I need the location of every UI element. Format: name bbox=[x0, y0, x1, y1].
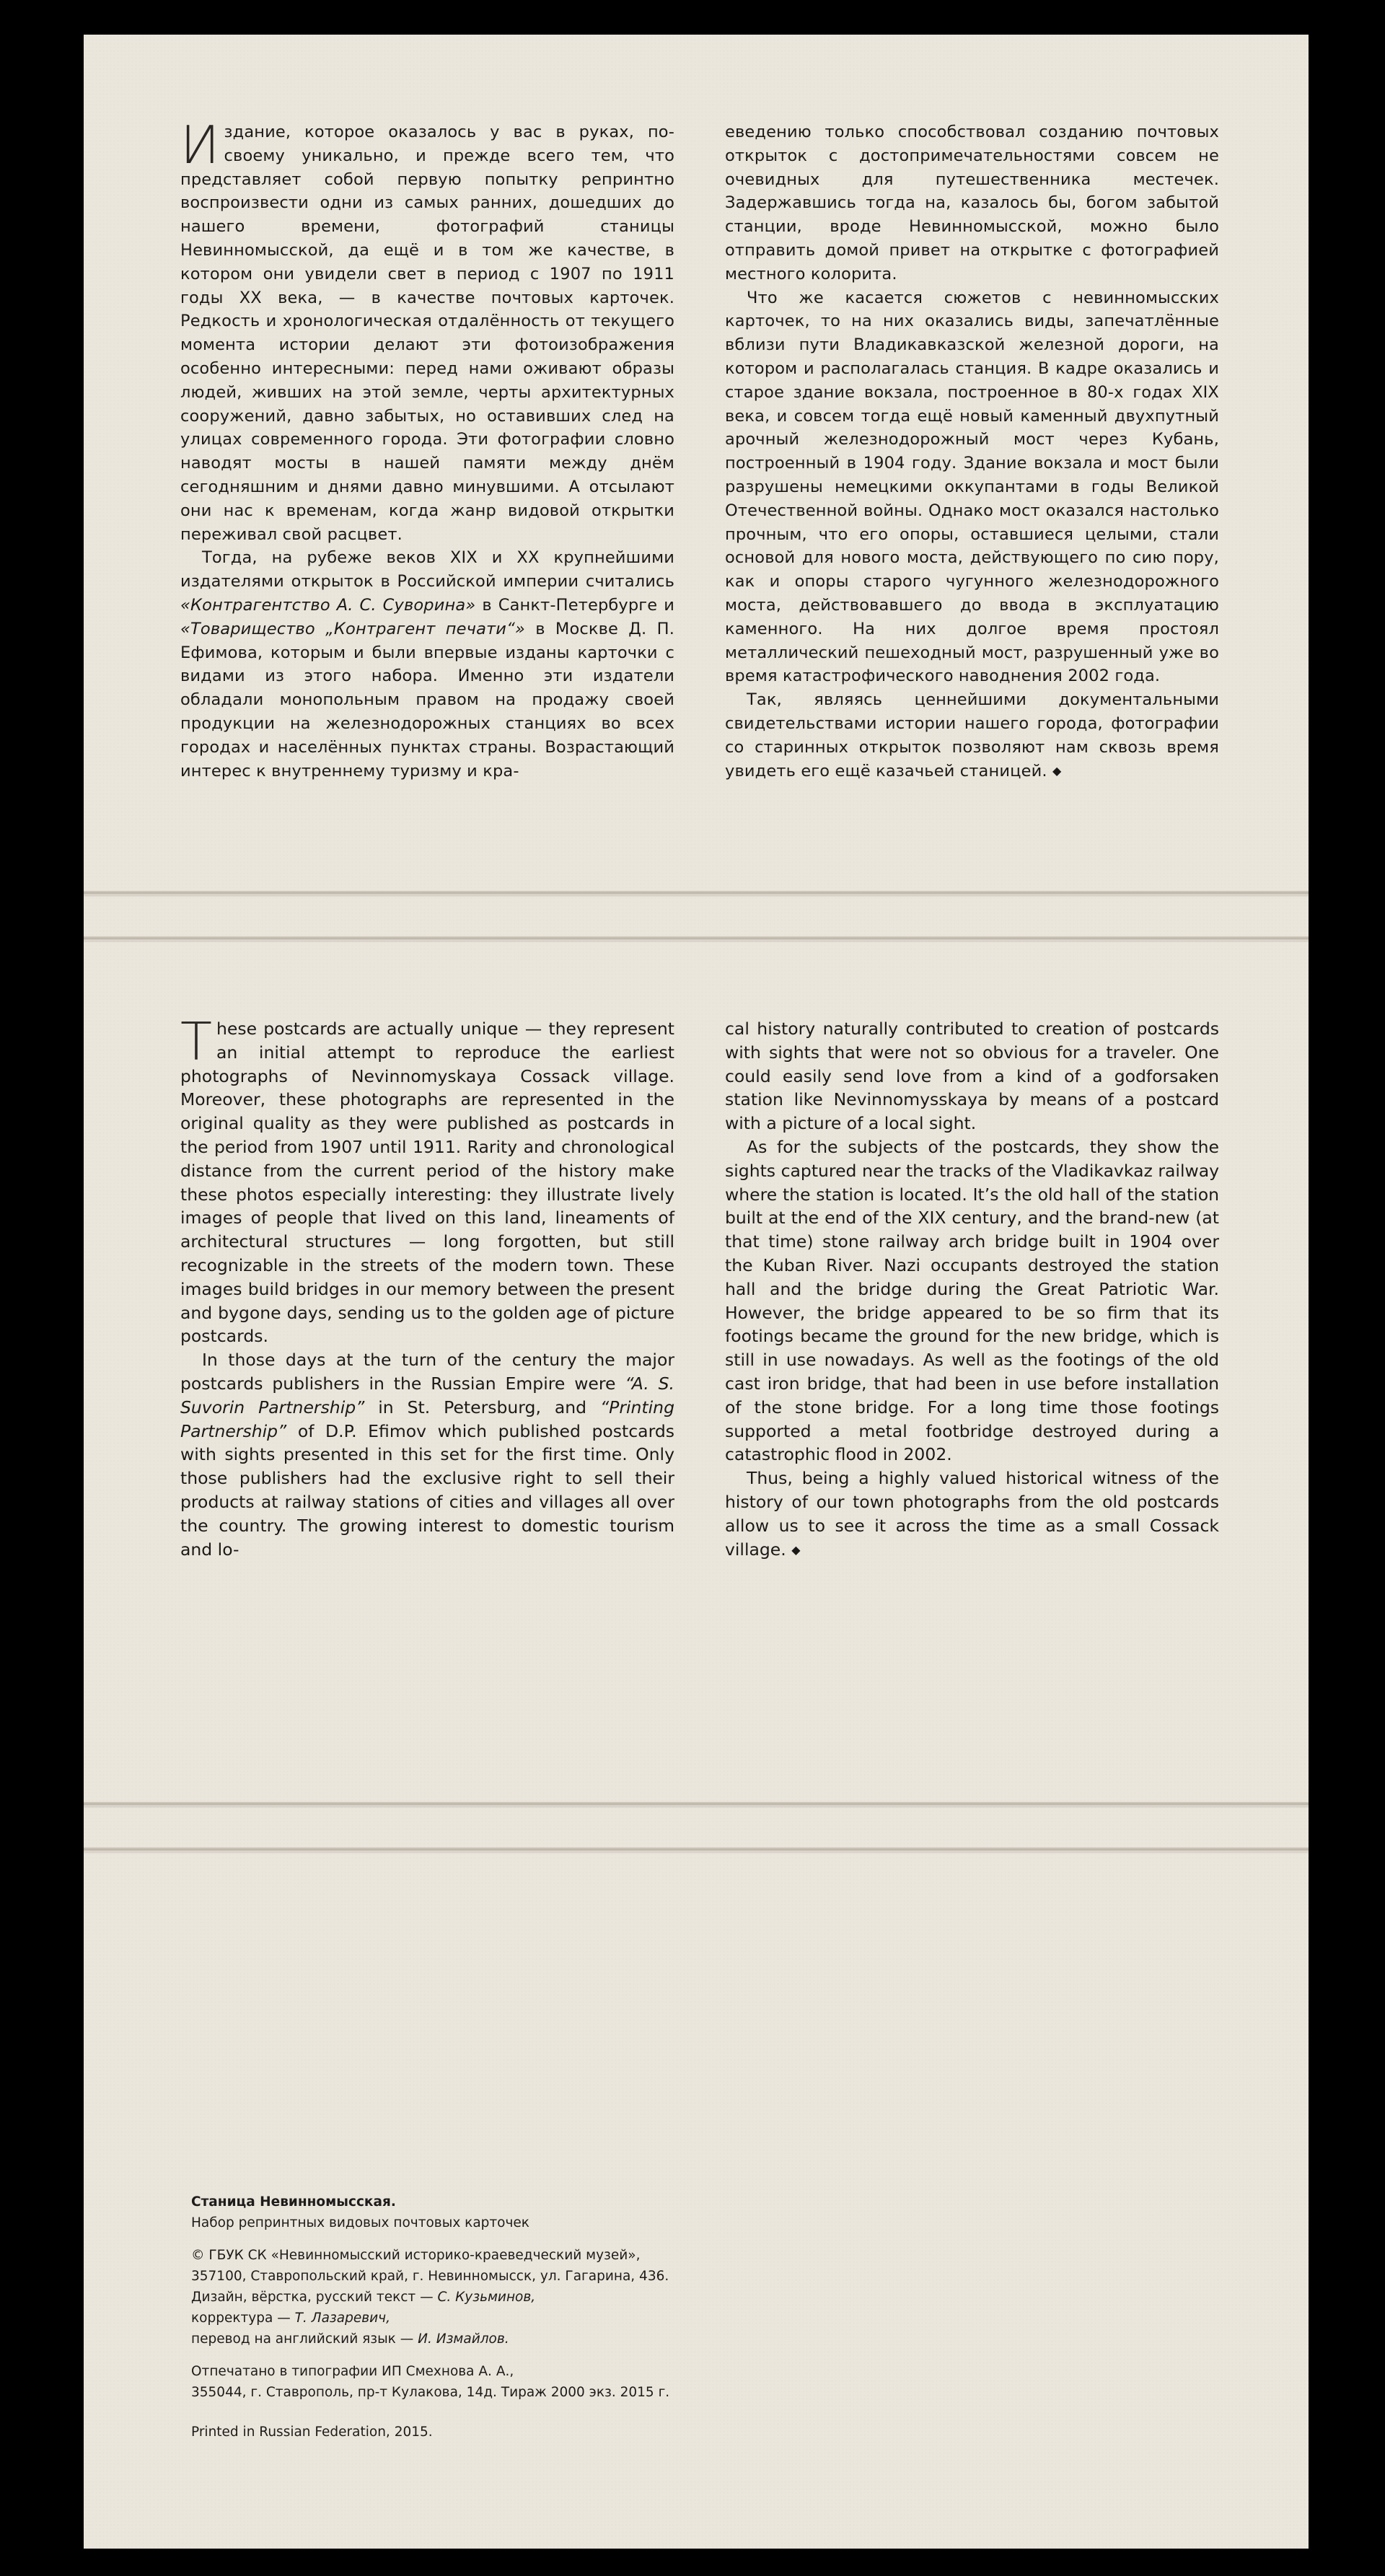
fold-line bbox=[84, 936, 1309, 941]
english-column-left bbox=[180, 1011, 674, 1562]
credits-subtitle: Набор репринтных видовых почтовых карточек bbox=[191, 2215, 529, 2230]
publisher-suvorin-en: “A. S. Suvorin Partnership” bbox=[180, 1373, 674, 1417]
credits-proofreading: корректура — Т. Лазаревич, bbox=[191, 2311, 390, 2326]
russian-paragraph-3: Что же касается сюжетов с невинномысских карточек, то на них оказались виды, запечатлённые вблизи пути Владикавказской железной дороги, на котором и располагалась станция. В кадре оказались и старое здание вокзала, построенное в 80-х годах XIX века, и совсем тогда ещё новый каменный двухпутный арочный железнодорожный мост через Кубань, построенный в 1904 году. Здание вокзала и мост были разрушены немецкими оккупантами в годы Великой Отечественной войны. Однако мост оказался настолько прочным, что его опоры, оставшиеся целыми, стали основой для нового моста, действующего по сию пору, как и опоры старого чугунного железнодорожного моста, действовавшего до ввода в эксплуатацию каменного. На них долгое время простоял металлический пешеходный мост, разрушенный уже во время катастрофического наводнения 2002 года. bbox=[725, 288, 1219, 686]
english-paragraph-4: Thus, being a highly valued historical witness of the history of our town photographs from the old postcards allow us to see it across the time as a small Cossack village. ◆ bbox=[725, 1468, 1219, 1560]
credits-museum: © ГБУК СК «Невинномысский историко-краеведческий музей», bbox=[191, 2248, 641, 2263]
fold-line bbox=[84, 1802, 1309, 1806]
english-dropcap: T bbox=[180, 1011, 212, 1072]
credits-printer-address: 355044, г. Ставрополь, пр-т Кулакова, 14д. Тираж 2000 экз. 2015 г. bbox=[191, 2385, 670, 2400]
russian-paragraph-1: Издание, которое оказалось у вас в руках, по-своему уникально, и прежде всего тем, что представляет собой первую попытку репринтно воспроизвести одни из самых ранних, дошедших до нашего времени, фотографий станицы Невинномысской, да ещё и в том же качестве, в котором они увидели свет в период с 1907 по 1911 годы XX века, — в качестве почтовых карточек. Редкость и хронологическая отдалённость от текущего момента истории делают эти фотоизображения особенно интересными: перед нами оживают образы людей, живших на этой земле, черты архитектурных сооружений, давно забытых, но оставивших след на улицах современного города. Эти фотографии словно наводят мосты в нашей памяти между днём сегодняшним и днями давно минувшими. А отсылают они нас к временам, когда жанр видовой открытки переживал свой расцвет. bbox=[180, 115, 674, 544]
credits-title: Станица Невинномысская. bbox=[191, 2194, 396, 2210]
russian-paragraph-2-continued: еведению только способствовал созданию почтовых открыток с достопримечательностями совсем не очевидных для путешественника местечек. Задержавшись тогда на, казалось бы, богом забытой станции, вроде Невинномысской, можно было отправить домой привет на открытке с фотографией местного колорита. bbox=[725, 123, 1219, 283]
english-paragraph-3: As for the subjects of the postcards, they show the sights captured near the tracks of the Vladikavkaz railway where the station is located. It’s the old hall of the station built at the end of the XIX century, and the brand-new (at that time) stone railway arch bridge built in 1904 over the Kuban River. Nazi occupants destroyed the station hall and the bridge during the Great Patriotic War. However, the bridge appeared to be so firm that its footings became the ground for the new bridge, which is still in use nowadays. As well as the footings of the old cast iron bridge, that had been in use before installation of the stone bridge. For a long time those footings supported a metal footbridge destroyed during a catastrophic flood in 2002. bbox=[725, 1136, 1219, 1465]
russian-column-right bbox=[725, 120, 1219, 783]
russian-paragraph-4: Так, являясь ценнейшими документальными свидетельствами истории нашего города, фотографии со старинных открыток позволяют нам сквозь время увидеть его ещё казачьей станицей. ◆ bbox=[725, 690, 1219, 781]
fold-line bbox=[84, 891, 1309, 895]
credits-printed-in: Printed in Russian Federation, 2015. bbox=[191, 2425, 433, 2440]
end-diamond-icon: ◆ bbox=[791, 1542, 801, 1557]
credits-address: 357100, Ставропольский край, г. Невинномысск, ул. Гагарина, 436. bbox=[191, 2269, 669, 2284]
english-paragraph-2: In those days at the turn of the century the major postcards publishers in the Russian Empire were “A. S. Suvorin Partnership” in St. Petersburg, and “Printing Partnership” of D.P. Efimov which published postcards with sights presented in this set for the first time. Only those publishers had the exclusive right to sell their products at railway stations of cities and villages all over the country. The growing interest to domestic tourism and lo- bbox=[180, 1350, 674, 1560]
russian-paragraph-2: Тогда, на рубеже веков XIX и XX крупнейшими издателями открыток в Российской империи считались «Контрагентство А. С. Суворина» в Санкт-Петербурге и «Товарищество „Контрагент печати“» в Москве Д. П. Ефимова, которым и были впервые изданы карточки с видами из этого набора. Именно эти издатели обладали монопольным правом на продажу своей продукции на железнодорожных станциях во всех городах и населённых пунктах страны. Возрастающий интерес к внутреннему туризму и кра- bbox=[180, 548, 674, 781]
end-diamond-icon: ◆ bbox=[1052, 763, 1062, 778]
english-text-panel bbox=[180, 1011, 1219, 1562]
english-paragraph-2-continued: cal history naturally contributed to creation of postcards with sights that were not so obvious for a traveler. One could easily send love from a kind of a godforsaken station like Nevinnomysskaya by means of a postcard with a picture of a local sight. bbox=[725, 1019, 1219, 1134]
imprint-credits bbox=[191, 2192, 840, 2443]
credits-design: Дизайн, вёрстка, русский текст — С. Кузьминов, bbox=[191, 2290, 536, 2305]
fold-line bbox=[84, 1847, 1309, 1852]
english-paragraph-1: These postcards are actually unique — they represent an initial attempt to reproduce the earliest photographs of Nevinnomyskaya Cossack village. Moreover, these photographs are represented in the original quality as they were published as postcards in the period from 1907 until 1911. Rarity and chronological distance from the current period of the history make these photos especially interesting: they illustrate lively images of people that lived on this land, lineaments of architectural structures — long forgotten, but still recognizable in the streets of the modern town. These images build bridges in our memory between the present and bygone days, sending us to the golden age of picture postcards. bbox=[180, 1011, 674, 1347]
credits-translation: перевод на английский язык — И. Измайлов. bbox=[191, 2331, 509, 2347]
english-column-right bbox=[725, 1017, 1219, 1562]
publisher-suvorin: «Контрагентство А. С. Суворина» bbox=[180, 595, 476, 615]
publisher-printing-en: “Printing Partnership” bbox=[180, 1397, 674, 1441]
publisher-kontragent: «Товарищество „Контрагент печати“» bbox=[180, 619, 525, 638]
russian-dropcap: И bbox=[180, 115, 220, 175]
russian-text-panel bbox=[180, 115, 1219, 783]
credits-printer: Отпечатано в типографии ИП Смехнова А. А., bbox=[191, 2364, 514, 2379]
russian-column-left bbox=[180, 115, 674, 783]
